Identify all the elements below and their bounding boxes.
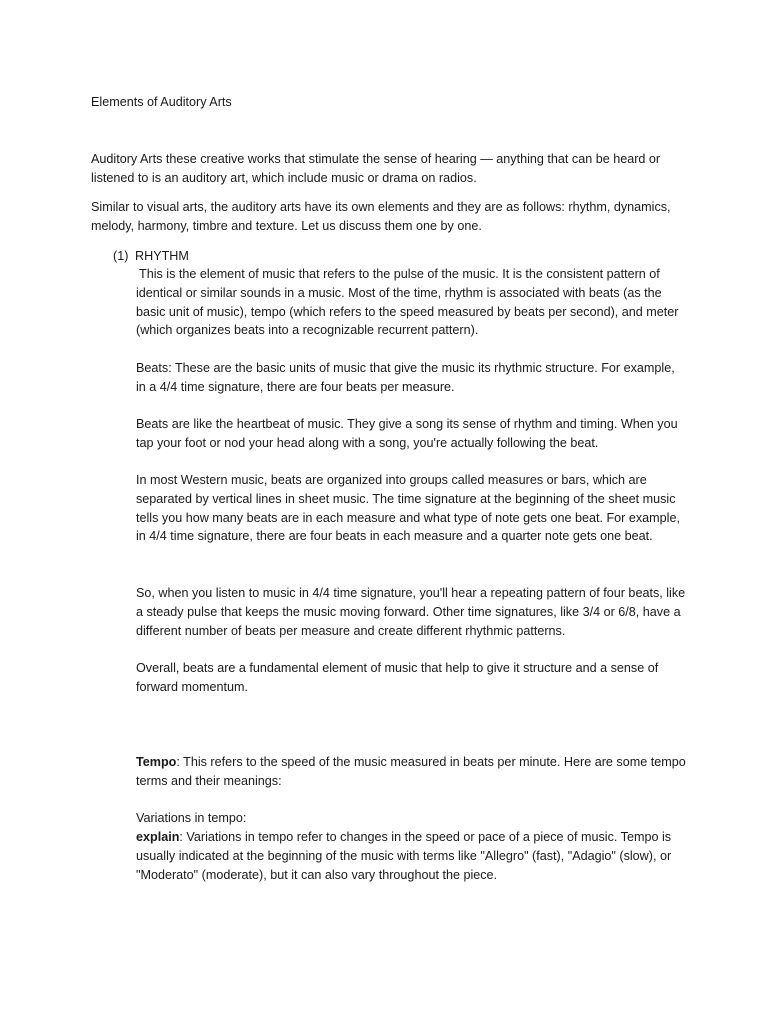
explain-paragraph	[136, 828, 688, 884]
intro-paragraph: Auditory Arts these creative works that stimulate the sense of hearing — anything that can be heard or listened to is an auditory art, which include music or drama on radios.	[91, 152, 661, 185]
section-heading-rhythm: RHYTHM	[135, 249, 189, 263]
list-marker: (1)	[113, 249, 129, 263]
explain-label: explain	[136, 830, 180, 844]
explain-text: : Variations in tempo refer to changes in the speed or pace of a piece of music. Tempo is usually indicated at the beginning of the music with terms like "Allegro" (fast), "Adagio" (slow), or "Moderato" (moderate), but it can also vary throughout the piece.	[136, 830, 672, 882]
rhythm-definition: This is the element of music that refers to the pulse of the music. It is the consistent pattern of identical or similar sounds in a music. Most of the time, rhythm is associated with beats (as the basic unit of music), tempo (which refers to the speed measured by beats per second), and meter (which organizes beats into a recognizable recurrent pattern).	[136, 267, 679, 338]
beats-intro-paragraph: Beats: These are the basic units of music that give the music its rhythmic structure. For example, in a 4/4 time signature, there are four beats per measure.	[136, 361, 675, 394]
beats-heartbeat-paragraph: Beats are like the heartbeat of music. They give a song its sense of rhythm and timing. When you tap your foot or nod your head along with a song, you're actually following the beat.	[136, 417, 678, 450]
tempo-text: : This refers to the speed of the music measured in beats per minute. Here are some tempo terms and their meanings:	[136, 755, 686, 788]
elements-overview-paragraph: Similar to visual arts, the auditory arts have its own elements and they are as follows: rhythm, dynamics, melody, harmony, timbre and texture. Let us discuss them one by one.	[91, 200, 671, 233]
beats-listen-paragraph: So, when you listen to music in 4/4 time signature, you'll hear a repeating pattern of four beats, like a steady pulse that keeps the music moving forward. Other time signatures, like 3/4 or 6/8, have a different number of beats per measure and create different rhythmic patterns.	[136, 586, 686, 638]
tempo-paragraph	[136, 753, 688, 791]
beats-overall-paragraph: Overall, beats are a fundamental element of music that help to give it structure and a sense of forward momentum.	[136, 661, 659, 694]
document-title: Elements of Auditory Arts	[91, 95, 232, 109]
tempo-label: Tempo	[136, 755, 177, 769]
beats-western-paragraph: In most Western music, beats are organized into groups called measures or bars, which are separated by vertical lines in sheet music. The time signature at the beginning of the sheet music tells you how many beats are in each measure and what type of note gets one beat. For example, in 4/4 time signature, there are four beats in each measure and a quarter note gets one beat.	[136, 473, 680, 544]
variations-heading: Variations in tempo:	[136, 811, 247, 825]
